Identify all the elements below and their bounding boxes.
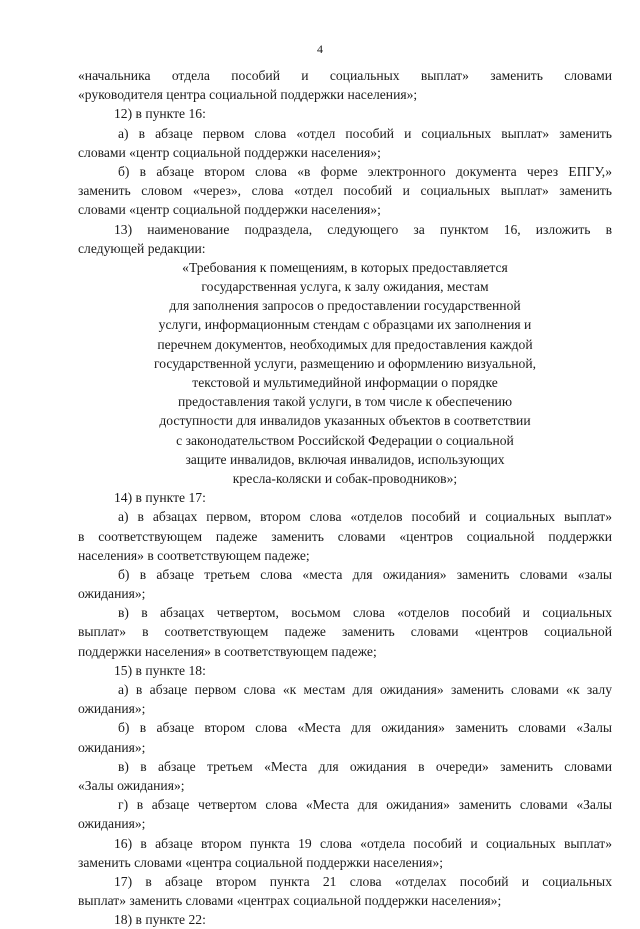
text-line: ожидания»; (78, 586, 146, 602)
page-number: 4 (317, 42, 323, 56)
text-line: 13) наименование подраздела, следующего за пунктом 16, изложить в (114, 221, 612, 237)
text-line: а) в абзаце первом слова «отдел пособий и социальных выплат» заменить (118, 125, 612, 141)
text-line: «начальника отдела пособий и социальных выплат» заменить словами (78, 68, 612, 83)
text-line: выплат» в соответствующем падеже заменить словами «центров социальной (78, 624, 612, 640)
text-line: б) в абзаце втором слова «Места для ожидания» заменить словами «Залы (118, 720, 612, 736)
text-line: ожидания»; (78, 739, 146, 755)
text-line: государственной услуги, размещению и оформлению визуальной, (153, 355, 537, 371)
text-line: ожидания»; (78, 701, 146, 717)
text-line: ожидания»; (78, 816, 146, 832)
text-line: 16) в абзаце втором пункта 19 слова «отдела пособий и социальных выплат» (114, 835, 612, 851)
text-line: услуги, информационным стендам с образцами их заполнения и (158, 317, 532, 333)
text-line: в) в абзацах четвертом, восьмом слова «отделов пособий и социальных (118, 605, 612, 621)
text-line: поддержки населения» в соответствующем падеже; (78, 643, 377, 659)
text-line: а) в абзацах первом, втором слова «отделов пособий и социальных выплат» (118, 509, 612, 525)
text-line: «Требования к помещениям, в которых предоставляется (182, 259, 508, 275)
document-body (78, 66, 612, 929)
text-line: кресла-коляски и собак-проводников»; (232, 470, 458, 486)
text-line: доступности для инвалидов указанных объектов в соответствии (159, 413, 531, 429)
text-line: а) в абзаце первом слова «к местам для ожидания» заменить словами «к залу (118, 682, 612, 697)
text-line: следующей редакции: (78, 240, 206, 256)
text-line: 14) в пункте 17: (114, 490, 206, 506)
text-line: текстовой и мультимедийной информации о порядке (192, 375, 498, 390)
text-line: б) в абзаце третьем слова «места для ожидания» заменить словами «залы (118, 566, 612, 582)
text-line: предоставления такой услуги, в том числе к обеспечению (178, 394, 512, 410)
text-line: населения» в соответствующем падеже; (78, 547, 310, 563)
text-line: 15) в пункте 18: (114, 662, 206, 678)
text-line: 18) в пункте 22: (114, 912, 206, 928)
text-line: б) в абзаце втором слова «в форме электронного документа через ЕПГУ,» (118, 163, 612, 179)
text-line: 12) в пункте 16: (114, 106, 206, 122)
text-line: «Залы ожидания»; (78, 777, 185, 793)
text-line: выплат» заменить словами «центрах социальной поддержки населения»; (78, 893, 502, 909)
text-line: заменить словом «через», слова «отдел пособий и социальных выплат» заменить (78, 183, 612, 199)
text-line: «руководителя центра социальной поддержки населения»; (78, 87, 418, 103)
text-line: перечнем документов, необходимых для предоставления каждой (157, 336, 533, 352)
text-line: с законодательством Российской Федерации о социальной (176, 432, 514, 448)
text-line: заменить словами «центра социальной поддержки населения»; (78, 854, 444, 870)
text-line: защите инвалидов, включая инвалидов, использующих (185, 451, 505, 467)
text-line: в) в абзаце третьем «Места для ожидания в очереди» заменить словами (118, 758, 612, 774)
text-line: в соответствующем падеже заменить словами «центров социальной поддержки (78, 528, 612, 544)
text-line: 17) в абзаце втором пункта 21 слова «отделах пособий и социальных (114, 873, 612, 889)
text-line: словами «центр социальной поддержки населения»; (78, 144, 381, 160)
text-line: словами «центр социальной поддержки населения»; (78, 202, 381, 218)
text-line: государственная услуга, к залу ожидания, местам (201, 279, 489, 295)
text-line: г) в абзаце четвертом слова «Места для ожидания» заменить словами «Залы (118, 797, 612, 813)
text-line: для заполнения запросов о предоставлении государственной (169, 298, 521, 314)
